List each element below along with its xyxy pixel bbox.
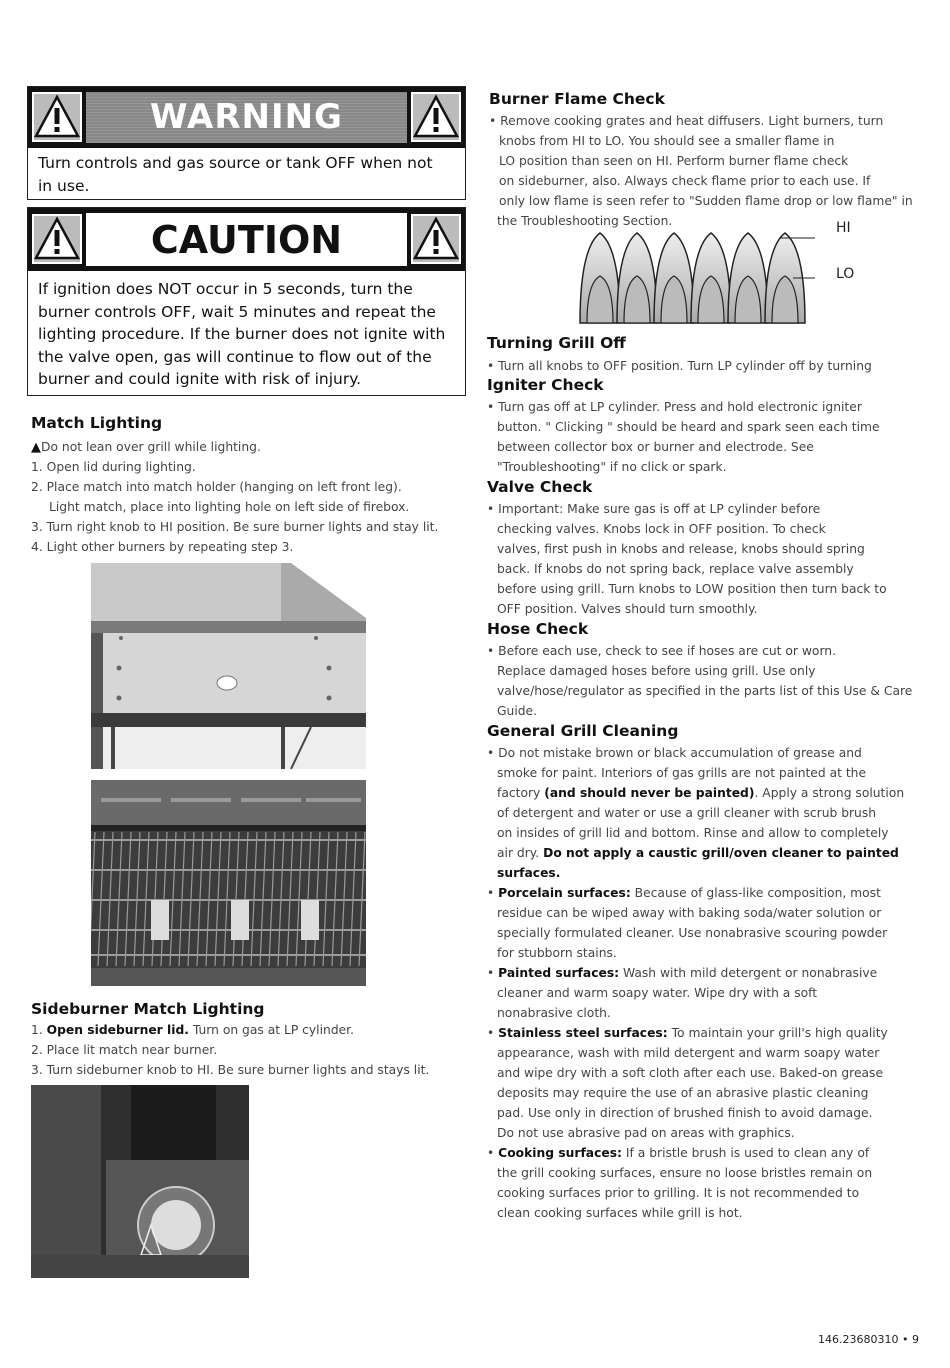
warning-text: Turn controls and gas source or tank OFF when not in use. xyxy=(38,154,433,195)
hose-heading: Hose Check xyxy=(487,620,589,638)
grill-grates-illustration xyxy=(91,780,366,986)
sideburner-illustration xyxy=(31,1085,249,1278)
burner-flame-text: • Remove cooking grates and heat diffusers. Light burners, turn knobs from HI to LO. You should see a smaller flame in LO position than seen on HI. Perform burner flame check on sideburner, also. Always check flame prior to each use. If only low flame is seen refer to "Sudden flame drop or low flame" in the Troubleshooting Section. xyxy=(489,114,913,228)
list-item: 2. Place lit match near burner. xyxy=(31,1043,218,1057)
warning-box xyxy=(27,86,466,200)
list-item: 1. Open sideburner lid. Turn on gas at LP cylinder. xyxy=(31,1023,355,1037)
caution-solid-triangle-icon: ▲ xyxy=(31,440,41,455)
match-lighting-steps: ▲Do not lean over grill while lighting. 1. Open lid during lighting. 2. Place match into match holder (hanging on left front leg). Light match, place into lighting hole on left side of firebox. 3. Turn right knob to HI position. Be sure burner lights and stay lit. 4. Light other burners by repeating step 3. xyxy=(31,437,438,557)
list-item: 3. Turn sideburner knob to HI. Be sure burner lights and stays lit. xyxy=(31,1063,430,1077)
flame-diagram xyxy=(575,228,815,328)
warning-banner xyxy=(28,87,465,148)
sideburner-steps xyxy=(31,1020,429,1080)
list-item: 1. Open lid during lighting. xyxy=(31,460,196,474)
burner-flame-heading: Burner Flame Check xyxy=(489,90,665,108)
caution-text: If ignition does NOT occur in 5 seconds, turn the burner controls OFF, wait 5 minutes and repeat the lighting procedure. If the burner does not ignite with the valve open, gas will continue to flow out of the burner and could ignite with risk of injury. xyxy=(38,280,446,388)
sideburner-heading: Sideburner Match Lighting xyxy=(31,1000,265,1018)
list-item: Light match, place into lighting hole on left side of firebox. xyxy=(49,500,410,514)
valve-text: • Important: Make sure gas is off at LP cylinder before checking valves. Knobs lock in OFF position. To check valves, first push in knobs and release, knobs should spring back. If knobs do not spring back, replace valve assembly before using grill. Turn knobs to LOW position then turn back to OFF position. Valves should turn smoothly. xyxy=(487,502,887,616)
list-item: 4. Light other burners by repeating step 3. xyxy=(31,540,294,554)
list-item: 2. Place match into match holder (hanging on left front leg). xyxy=(31,480,402,494)
caution-box xyxy=(27,207,466,396)
igniter-heading: Igniter Check xyxy=(487,376,604,394)
lo-label: LO xyxy=(836,266,855,282)
turning-off-text: • Turn all knobs to OFF position. Turn LP cylinder off by turning xyxy=(487,359,872,373)
cleaning-heading: General Grill Cleaning xyxy=(487,722,679,740)
warning-title: WARNING xyxy=(150,97,343,137)
grill-firebox-illustration xyxy=(91,563,366,769)
match-lighting-heading: Match Lighting xyxy=(31,414,163,432)
hi-label: HI xyxy=(836,220,851,236)
caution-banner xyxy=(28,208,465,271)
igniter-text: • Turn gas off at LP cylinder. Press and hold electronic igniter button. " Clicking " should be heard and spark seen each time between collector box or burner and electrode. See "Troubleshooting" if no click or spark. xyxy=(487,400,880,474)
turning-off-heading: Turning Grill Off xyxy=(487,334,626,352)
valve-heading: Valve Check xyxy=(487,478,593,496)
hose-text: • Before each use, check to see if hoses are cut or worn. Replace damaged hoses before using grill. Use only valve/hose/regulator as specified in the parts list of this Use & Care Guide. xyxy=(487,644,913,718)
list-item: 3. Turn right knob to HI position. Be sure burner lights and stay lit. xyxy=(31,520,439,534)
page-footer: 146.23680310 • 9 xyxy=(818,1333,919,1346)
caution-title: CAUTION xyxy=(150,218,343,262)
cleaning-text: • Do not mistake brown or black accumulation of grease and smoke for paint. Interiors of gas grills are not painted at the factory (and should never be painted). Apply a strong solution of detergent and water or use a grill cleaner with scrub brush on insides of grill lid and bottom. Rinse and allow to completely air dry. Do not apply a caustic grill/oven cleaner to painted surfaces. • Porcelain surfaces: Because of glass-like composition, most residue can be wiped away with baking soda/water solution or specially formulated cleaner. Use nonabrasive scouring powder for stubborn stains. • Painted surfaces: Wash with mild detergent or nonabrasive cleaner and warm soapy water. Wipe dry with a soft nonabrasive cloth. • Stainless steel surfaces: To maintain your grill's high quality appearance, wash with mild detergent and warm soapy water and wipe dry with a soft cloth after each use. Baked-on grease deposits may require the use of an abrasive plastic cleaning pad. Use only in direction of brushed finish to avoid damage. Do not use abrasive pad on areas with graphics. • Cooking surfaces: If a bristle brush is used to clean any of the grill cooking surfaces, ensure no loose bristles remain on cooking surfaces prior to grilling. It is not recommended to clean cooking surfaces while grill is hot. xyxy=(487,746,905,1220)
